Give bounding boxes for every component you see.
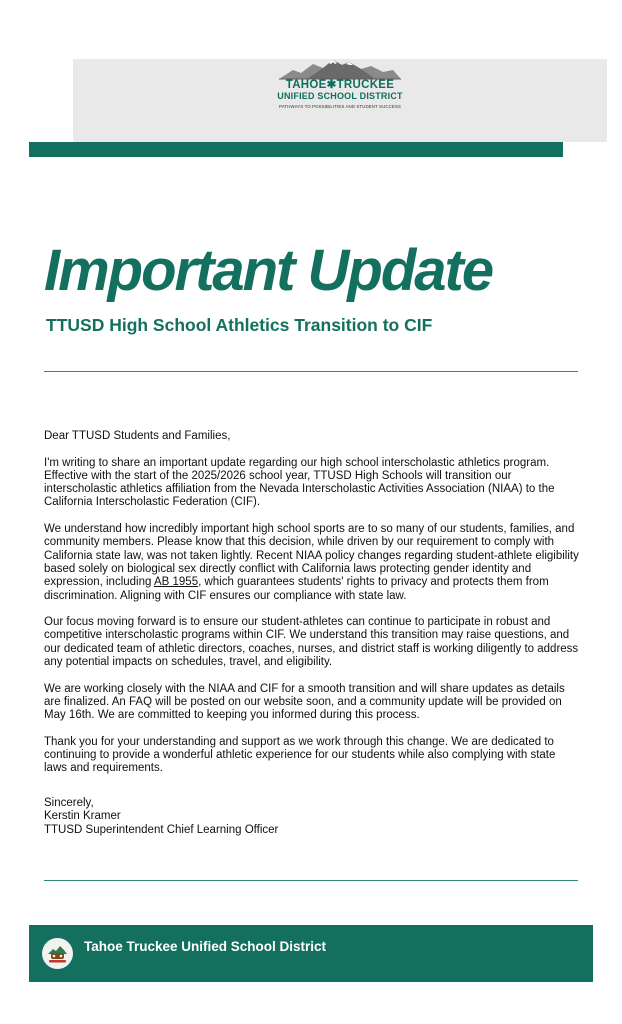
letter-paragraph-3: Our focus moving forward is to ensure our student-athletes can continue to participate in robust and competitive interscholastic programs within CIF. We understand this transition may raise questions, and our dedicated team of athletic directors, coaches, nurses, and district staff is working diligently to address any potential impacts on schedules, travel, and eligibility. — [44, 616, 579, 669]
signer-name: Kerstin Kramer — [44, 810, 121, 823]
district-seal-icon — [42, 938, 73, 969]
header-accent-bar — [29, 142, 563, 157]
letter-signoff — [44, 797, 579, 837]
letter-body — [44, 430, 579, 837]
divider-top — [44, 371, 578, 372]
letter-paragraph-1: I'm writing to share an important update regarding our high school interscholastic athletics program. Effective with the start of the 2025/2026 school year, TTUSD High Schools will transition our interscholastic athletics affiliation from the Nevada Interscholastic Activities Association (NIAA) to the California Interscholastic Federation (CIF). — [44, 456, 555, 509]
letter-paragraph-4: We are working closely with the NIAA and CIF for a smooth transition and will share updates as details are finalized. An FAQ will be posted on our website soon, and a community update will be provided on May 16th. We are committed to keeping you informed during this process. — [44, 682, 565, 722]
logo-wordmark: TAHOE✱TRUCKEE — [285, 79, 395, 91]
footer-bar — [29, 925, 593, 982]
logo-subtitle: UNIFIED SCHOOL DISTRICT — [277, 91, 403, 101]
letter-greeting: Dear TTUSD Students and Families, — [44, 430, 231, 442]
paragraph-2-text-end: , which guarantees students' rights to privacy and protects them from discrimination. Aligning with CIF ensures our compliance with state law. — [44, 576, 549, 602]
mountain-logo-icon — [279, 58, 401, 80]
logo-tagline: PATHWAYS TO POSSIBILITIES AND STUDENT SUCCESS — [279, 104, 401, 109]
signer-title: TTUSD Superintendent Chief Learning Officer — [44, 823, 279, 836]
footer-district-name: Tahoe Truckee Unified School District — [84, 939, 327, 954]
letter-paragraph-2 — [44, 523, 579, 603]
page-subtitle: TTUSD High School Athletics Transition to CIF — [46, 315, 433, 335]
ab1955-link[interactable]: AB 1955 — [153, 576, 199, 589]
district-logo — [270, 58, 410, 118]
letter-paragraph-5: Thank you for your understanding and support as we work through this change. We are dedicated to continuing to provide a wonderful athletic experience for our students while also complying with state laws and requirements. — [44, 735, 556, 775]
paragraph-2-text-start: We understand how incredibly important high school sports are to so many of our students, families, and community members. Please know that this decision, while driven by our requirement to comply with California state law, was not taken lightly. Recent NIAA policy changes regarding student-athlete eligibility based solely on biological sex directly conflict with California laws protecting gender identity and expression, including — [44, 523, 579, 589]
page-title: Important Update — [44, 238, 493, 303]
divider-bottom — [44, 880, 578, 881]
closing: Sincerely, — [44, 796, 94, 809]
